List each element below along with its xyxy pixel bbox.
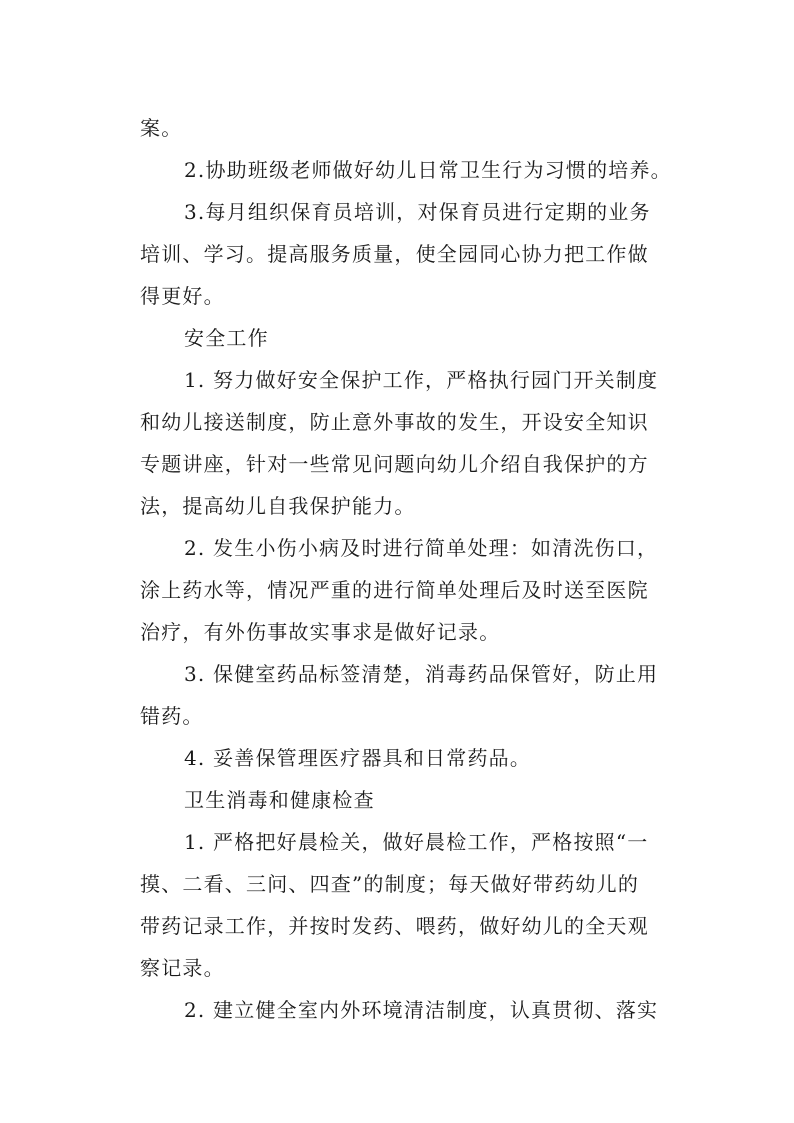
text-line: 摸、二看、三问、四查”的制度；每天做好带药幼儿的 [140,872,640,896]
text-line: 专题讲座，针对一些常见问题向幼儿介绍自我保护的方 [140,452,649,476]
section-heading: 安全工作 [184,326,269,350]
list-item: 4. 妥善保管理医疗器具和日常药品。 [184,746,532,770]
list-item: 2.协助班级老师做好幼儿日常卫生行为习惯的培养。 [184,158,672,182]
list-item: 2. 建立健全室内外环境清洁制度，认真贯彻、落实 [184,998,659,1022]
list-item: 1. 努力做好安全保护工作，严格执行园门开关制度 [184,368,659,392]
text-line: 带药记录工作，并按时发药、喂药，做好幼儿的全天观 [140,914,649,938]
text-line: 法，提高幼儿自我保护能力。 [140,494,416,518]
list-item: 1. 严格把好晨检关，做好晨检工作，严格按照“一 [184,830,649,854]
text-line: 培训、学习。提高服务质量，使全园同心协力把工作做 [140,242,649,266]
text-line: 得更好。 [140,284,225,308]
text-line: 和幼儿接送制度，防止意外事故的发生，开设安全知识 [140,410,649,434]
text-line: 错药。 [140,704,204,728]
text-line: 涂上药水等，情况严重的进行简单处理后及时送至医院 [140,578,649,602]
text-line: 治疗，有外伤事故实事求是做好记录。 [140,620,501,644]
text-line: 察记录。 [140,956,225,980]
text-line: 案。 [140,116,183,140]
list-item: 3.每月组织保育员培训，对保育员进行定期的业务 [184,200,651,224]
section-heading: 卫生消毒和健康检查 [184,788,375,812]
list-item: 2. 发生小伤小病及时进行简单处理：如清洗伤口， [184,536,659,560]
list-item: 3. 保健室药品标签清楚，消毒药品保管好，防止用 [184,662,659,686]
